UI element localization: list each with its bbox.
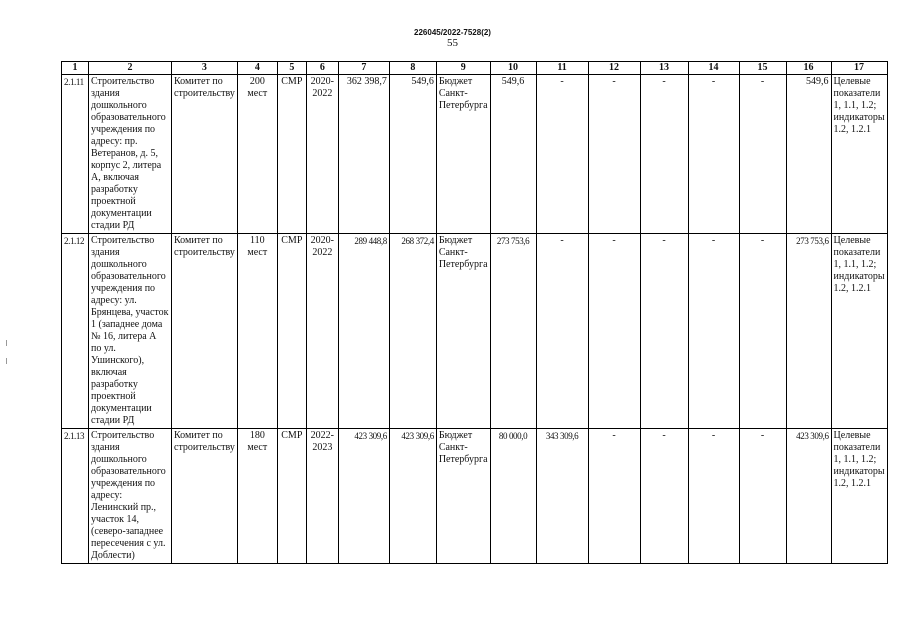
year-value: -	[588, 234, 640, 429]
year-value: -	[640, 75, 688, 234]
year-value: -	[640, 234, 688, 429]
work-type: СМР	[277, 234, 306, 429]
work-type: СМР	[277, 429, 306, 564]
column-header: 17	[831, 62, 887, 75]
period: 2022-2023	[306, 429, 338, 564]
object-name: Строительство здания дошкольного образовательного учреждения по адресу: пр. Ветеранов, д. 5, корпус 2, литера А, включая разработку проектной документации стадии РД	[89, 75, 172, 234]
column-header: 10	[490, 62, 536, 75]
year-value: 343 309,6	[536, 429, 588, 564]
work-type: СМР	[277, 75, 306, 234]
total-value: 423 309,6	[786, 429, 831, 564]
year-value: 273 753,6	[490, 234, 536, 429]
period: 2020-2022	[306, 75, 338, 234]
year-value: -	[640, 429, 688, 564]
indicators: Целевые показатели 1, 1.1, 1.2; индикаторы 1.2, 1.2.1	[831, 75, 887, 234]
document-id: 226045/2022-7528(2)	[414, 28, 491, 37]
year-value: -	[588, 75, 640, 234]
year-value: -	[536, 234, 588, 429]
column-header: 3	[172, 62, 238, 75]
total-value: 549,6	[786, 75, 831, 234]
funding-source: Бюджет Санкт-Петербурга	[436, 75, 490, 234]
table-row	[62, 234, 888, 429]
column-header: 5	[277, 62, 306, 75]
indicators: Целевые показатели 1, 1.1, 1.2; индикаторы 1.2, 1.2.1	[831, 429, 887, 564]
executor: Комитет по строительству	[172, 75, 238, 234]
object-name: Строительство здания дошкольного образовательного учреждения по адресу: Ленинский пр., участок 14, (северо-западнее пересечения с ул. Доблести)	[89, 429, 172, 564]
column-header: 7	[338, 62, 389, 75]
column-header: 15	[739, 62, 786, 75]
capacity: 200 мест	[237, 75, 277, 234]
column-header: 16	[786, 62, 831, 75]
column-header: 1	[62, 62, 89, 75]
year-value: 549,6	[490, 75, 536, 234]
remaining-cost: 268 372,4	[389, 234, 436, 429]
year-value: 80 000,0	[490, 429, 536, 564]
year-value: -	[588, 429, 640, 564]
year-value: -	[739, 429, 786, 564]
column-header: 11	[536, 62, 588, 75]
scan-mark	[6, 358, 7, 364]
total-cost: 362 398,7	[338, 75, 389, 234]
capacity: 110 мест	[237, 234, 277, 429]
total-cost: 423 309,6	[338, 429, 389, 564]
year-value: -	[739, 234, 786, 429]
total-value: 273 753,6	[786, 234, 831, 429]
row-number: 2.1.11	[62, 75, 89, 234]
page-header	[0, 28, 905, 48]
year-value: -	[688, 75, 739, 234]
row-number: 2.1.13	[62, 429, 89, 564]
column-header: 14	[688, 62, 739, 75]
remaining-cost: 423 309,6	[389, 429, 436, 564]
column-header: 8	[389, 62, 436, 75]
program-table	[61, 61, 888, 564]
indicators: Целевые показатели 1, 1.1, 1.2; индикаторы 1.2, 1.2.1	[831, 234, 887, 429]
column-header: 12	[588, 62, 640, 75]
year-value: -	[739, 75, 786, 234]
total-cost: 289 448,8	[338, 234, 389, 429]
scan-mark	[6, 340, 7, 346]
page-number: 55	[447, 37, 458, 49]
funding-source: Бюджет Санкт-Петербурга	[436, 429, 490, 564]
year-value: -	[688, 429, 739, 564]
capacity: 180 мест	[237, 429, 277, 564]
column-header: 2	[89, 62, 172, 75]
column-header: 13	[640, 62, 688, 75]
table-row	[62, 75, 888, 234]
column-header: 9	[436, 62, 490, 75]
funding-source: Бюджет Санкт-Петербурга	[436, 234, 490, 429]
period: 2020-2022	[306, 234, 338, 429]
executor: Комитет по строительству	[172, 234, 238, 429]
year-value: -	[536, 75, 588, 234]
column-header: 6	[306, 62, 338, 75]
table-row	[62, 429, 888, 564]
object-name: Строительство здания дошкольного образовательного учреждения по адресу: ул. Брянцева, участок 1 (западнее дома № 16, литера А по ул. Ушинского), включая разработку проектной документации стадии РД	[89, 234, 172, 429]
column-number-row	[62, 62, 888, 75]
row-number: 2.1.12	[62, 234, 89, 429]
remaining-cost: 549,6	[389, 75, 436, 234]
column-header: 4	[237, 62, 277, 75]
year-value: -	[688, 234, 739, 429]
executor: Комитет по строительству	[172, 429, 238, 564]
